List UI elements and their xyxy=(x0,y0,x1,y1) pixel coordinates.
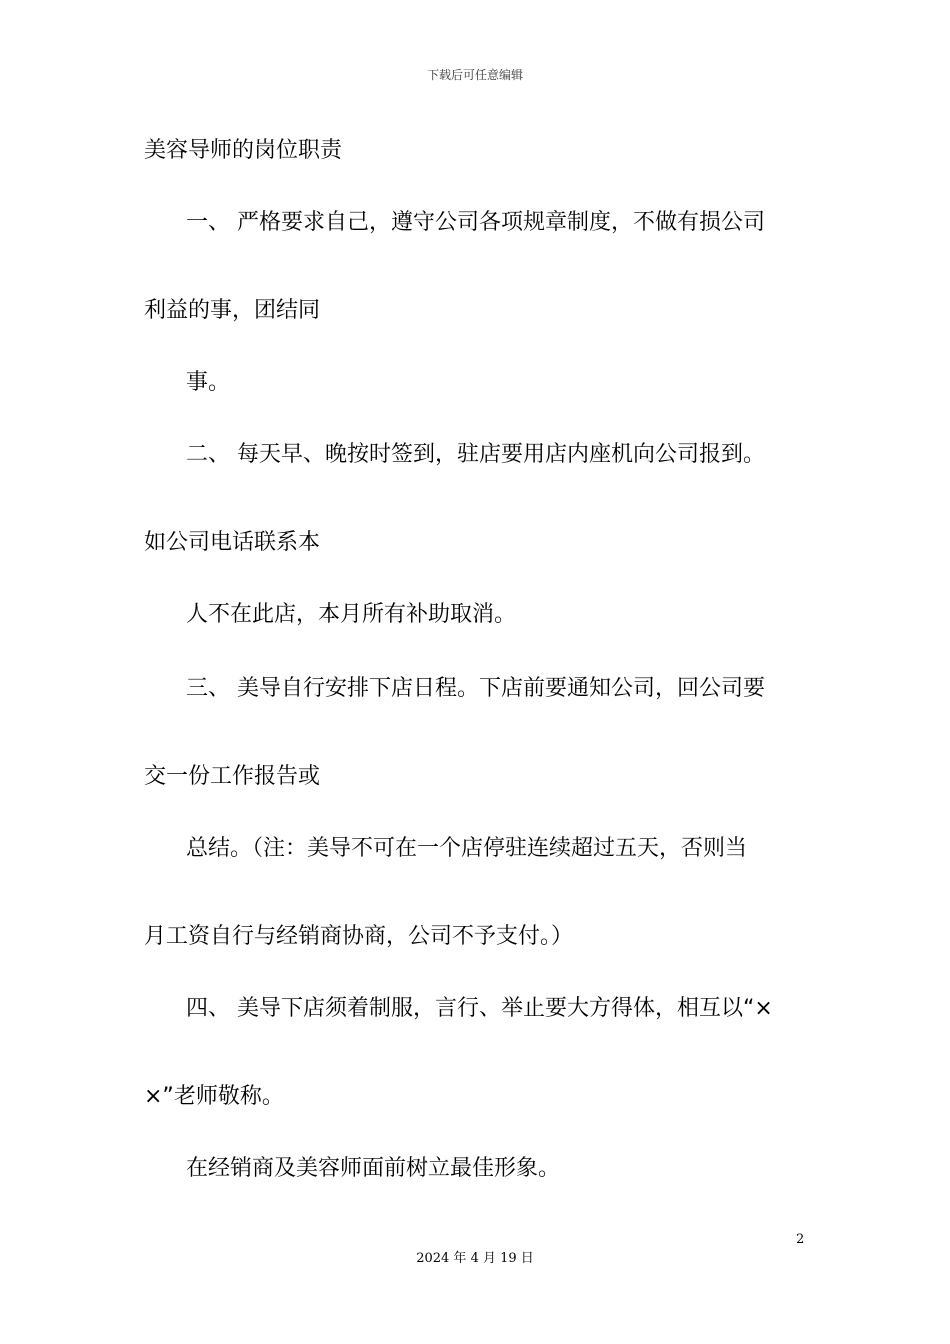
document-title: 美容导师的岗位职责 xyxy=(144,138,343,163)
paragraph-line: 利益的事，团结同 xyxy=(144,298,321,323)
paragraph-line: 事。 xyxy=(186,370,231,395)
paragraph-line: 在经销商及美容师面前树立最佳形象。 xyxy=(186,1156,561,1181)
paragraph-line: 月工资自行与经销商协商，公司不予支付。） xyxy=(144,924,574,949)
paragraph-line: 一、 严格要求自己，遵守公司各项规章制度，不做有损公司 xyxy=(186,210,765,235)
paragraph-line: 四、 美导下店须着制服，言行、举止要大方得体，相互以“× xyxy=(186,996,773,1021)
paragraph-line: 总结。（注：美导不可在一个店停驻连续超过五天，否则当 xyxy=(186,836,748,861)
paragraph-line: 二、 每天早、晚按时签到，驻店要用店内座机向公司报到。 xyxy=(186,442,765,467)
paragraph-line: 交一份工作报告或 xyxy=(144,764,321,789)
page-number: 2 xyxy=(796,1232,805,1247)
paragraph-line: ×”老师敬称。 xyxy=(144,1084,284,1109)
paragraph-line: 人不在此店，本月所有补助取消。 xyxy=(186,602,517,627)
footer-date: 2024 年 4 月 19 日 xyxy=(416,1251,534,1266)
page-header: 下载后可任意编辑 xyxy=(426,68,523,82)
paragraph-line: 三、 美导自行安排下店日程。下店前要通知公司，回公司要 xyxy=(186,676,765,701)
paragraph-line: 如公司电话联系本 xyxy=(144,530,321,555)
